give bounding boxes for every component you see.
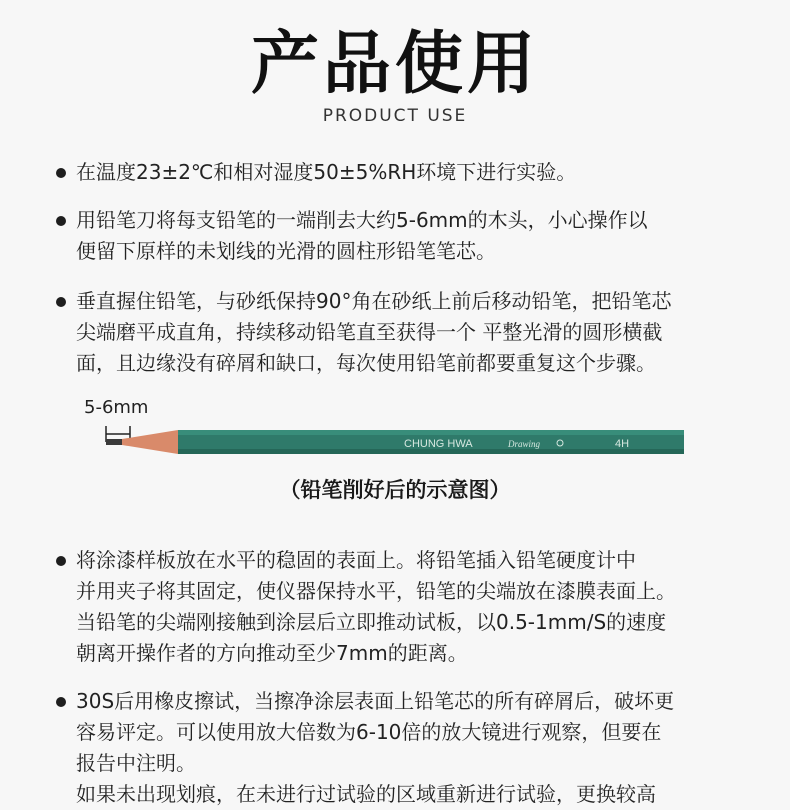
bullet-dot xyxy=(56,168,66,178)
page-title: 产品使用 xyxy=(250,25,539,104)
pencil-highlight xyxy=(178,430,684,435)
step-4 xyxy=(76,545,756,669)
bullet-dot xyxy=(56,297,66,307)
step-line: 朝离开操作者的方向推动至少7mm的距离。 xyxy=(76,641,468,665)
step-line: 将涂漆样板放在水平的稳固的表面上。将铅笔插入铅笔硬度计中 xyxy=(76,548,636,572)
step-line: 报告中注明。 xyxy=(76,751,196,775)
step-line: 垂直握住铅笔，与砂纸保持90°角在砂纸上前后移动铅笔，把铅笔芯 xyxy=(76,289,672,313)
bullet-dot xyxy=(56,697,66,707)
step-line: 尖端磨平成直角，持续移动铅笔直至获得一个 平整光滑的圆形横截 xyxy=(76,320,663,344)
step-5 xyxy=(76,686,756,810)
pencil-svg xyxy=(100,420,700,470)
pencil-brand: CHUNG HWA xyxy=(404,438,473,450)
page-subtitle: PRODUCT USE xyxy=(322,106,468,126)
bullet-dot xyxy=(56,216,66,226)
pencil-script: Drawing xyxy=(508,439,541,449)
bullet-dot xyxy=(56,556,66,566)
step-line: 面，且边缘没有碎屑和缺口，每次使用铅笔前都要重复这个步骤。 xyxy=(76,351,656,375)
step-3 xyxy=(76,286,756,379)
step-line: 如果未出现划痕，在未进行过试验的区域重新进行试验，更换较高 xyxy=(76,782,656,806)
step-1 xyxy=(76,157,756,188)
pencil-grade: 4H xyxy=(615,438,630,450)
step-line: 在温度23±2℃和相对湿度50±5%RH环境下进行实验。 xyxy=(76,160,577,184)
step-2 xyxy=(76,205,756,267)
step-line: 用铅笔刀将每支铅笔的一端削去大约5-6mm的木头，小心操作以 xyxy=(76,208,648,232)
pencil-lead xyxy=(106,439,124,445)
step-line: 并用夹子将其固定，使仪器保持水平，铅笔的尖端放在漆膜表面上。 xyxy=(76,579,676,603)
pencil-illustration xyxy=(100,420,700,470)
step-line: 当铅笔的尖端刚接触到涂层后立即推动试板，以0.5-1mm/S的速度 xyxy=(76,610,667,634)
step-line: 便留下原样的未划线的光滑的圆柱形铅笔笔芯。 xyxy=(76,239,496,263)
step-line: 容易评定。可以使用放大倍数为6-10倍的放大镜进行观察，但要在 xyxy=(76,720,662,744)
dimension-label: 5-6mm xyxy=(84,397,149,418)
illustration-caption: （铅笔削好后的示意图） xyxy=(279,478,511,502)
step-line: 30S后用橡皮擦试，当擦净涂层表面上铅笔芯的所有碎屑后，破坏更 xyxy=(76,689,675,713)
